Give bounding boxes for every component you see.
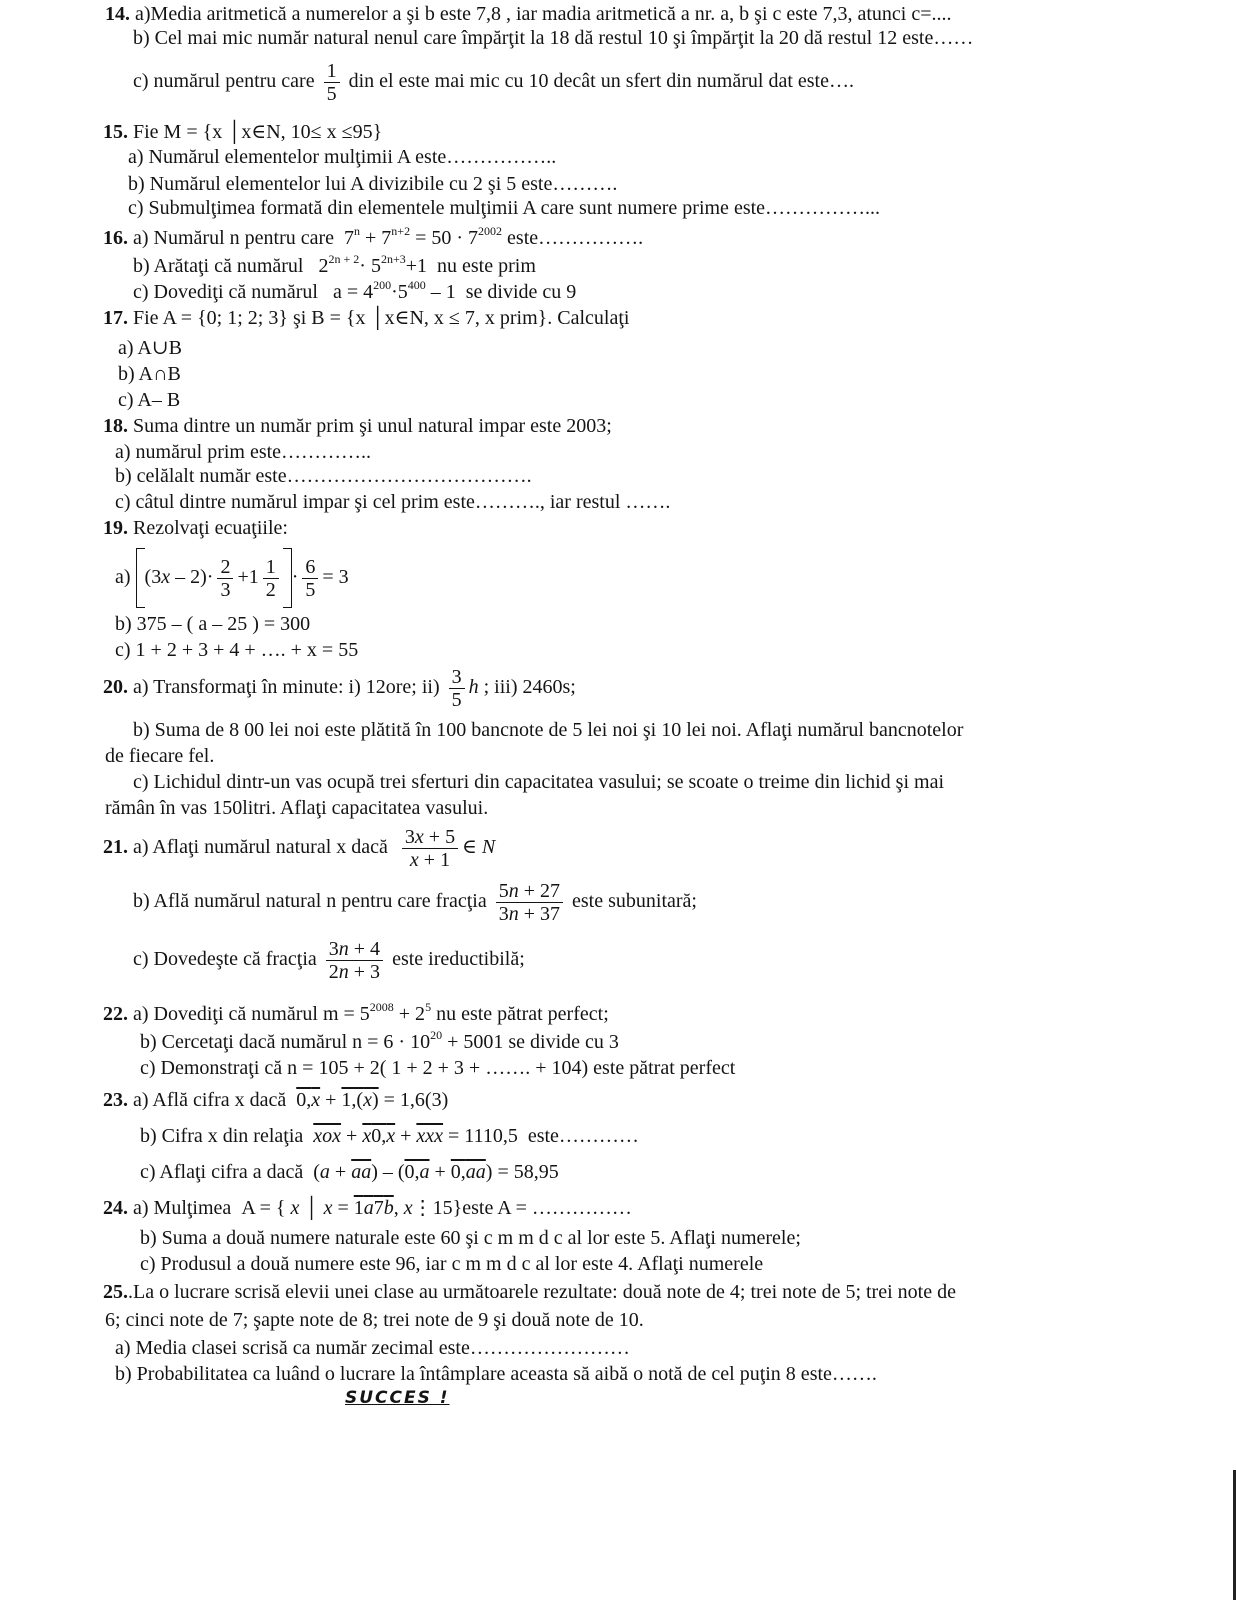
problem-21c: c) Dovedeşte că fracţia $\frac{3n + 4}{2n + 3}$ este ireductibilă;: [133, 938, 525, 983]
problem-15c: c) Submulţimea formată din elementele mulţimii A care sunt numere prime este……………...: [128, 197, 881, 219]
problem-24a: 24. a) Mulţimea A = { x │ x = 1a7b, x⋮15}este A = ……………: [103, 1197, 632, 1219]
math-expression: $(a + \overline{aa}) - (0,a + 0,aa) = 58,95$: [313, 1161, 559, 1183]
problem-14a: 14. a)Media aritmetică a numerelor a şi b este 7,8 , iar madia aritmetică a nr. a, b şi c este 7,3, atunci c=....: [105, 3, 952, 25]
problem-19b: b) 375 – ( a – 25 ) = 300: [115, 613, 311, 635]
fraction: $\frac{6}{5}$: [302, 556, 318, 601]
problem-17-head: 17. Fie A = {0; 1; 2; 3} şi B = {x │x∈N, x ≤ 7, x prim}. Calculaţi: [103, 307, 630, 329]
problem-17a: a) A∪B: [118, 337, 182, 359]
problem-24c: c) Produsul a două numere este 96, iar c m m d c al lor este 4. Aflaţi numerele: [140, 1253, 764, 1275]
fraction: $\frac{5n + 27}{3n + 37}$: [496, 880, 563, 925]
problem-number: 14.: [105, 3, 130, 25]
math-expression: A = { x │ x = 1a7b, x⋮15: [241, 1197, 453, 1219]
problem-22c: c) Demonstraţi că n = 105 + 2( 1 + 2 + 3 + ……. + 104) este pătrat perfect: [140, 1057, 736, 1079]
problem-19c: c) 1 + 2 + 3 + 4 + …. + x = 55: [115, 639, 359, 661]
problem-25-head: 25..La o lucrare scrisă elevii unei clase au următoarele rezultate: două note de 4; trei note de 5; trei note de: [103, 1281, 956, 1303]
fraction: $\frac{1}{5}$: [324, 60, 340, 105]
problem-14c: c) numărul pentru care $\frac{1}{5}$ din el este mai mic cu 10 decât un sfert din numărul dat este….: [133, 60, 854, 105]
problem-17b: b) A∩B: [118, 363, 181, 385]
left-bracket: [136, 548, 145, 608]
problem-18a: a) numărul prim este…………..: [115, 441, 372, 463]
problem-18c: c) câtul dintre numărul impar şi cel prim este………., iar restul …….: [115, 491, 671, 513]
problem-23a: 23. a) Află cifra x dacă 0,x + 1,(x) = 1,6(3): [103, 1089, 449, 1111]
problem-18b: b) celălalt număr este……………………………….: [115, 465, 532, 487]
math-expression: $m = 5^{2008} + 2^5$: [322, 1000, 432, 1025]
problem-23b: b) Cifra x din relaţia $\overline{xox} + x0,x + \overline{xxx} = 1110,5$ este…………: [140, 1125, 639, 1147]
problem-20b-line1: b) Suma de 8 00 lei noi este plătită în 100 bancnote de 5 lei noi şi 10 lei noi. Aflaţi numărul bancnotelor: [133, 719, 964, 741]
problem-14b: b) Cel mai mic număr natural nenul care împărţit la 18 dă restul 10 şi împărţit la 20 dă restul 12 este……: [133, 27, 974, 49]
problem-20c-line1: c) Lichidul dintr-un vas ocupă trei sferturi din capacitatea vasului; se scoate o treime din lichid şi mai: [133, 771, 944, 793]
math-expression: $7^n + 7^{n+2} = 50 \cdot 7^{2002}$: [344, 224, 503, 249]
problem-22a: 22. a) Dovediţi că numărul $m = 5^{2008} + 2^5$ nu este pătrat perfect;: [103, 1000, 609, 1025]
problem-18-head: 18. Suma dintre un număr prim şi unul natural impar este 2003;: [103, 415, 612, 437]
fraction: $\frac{3n + 4}{2n + 3}$: [326, 938, 383, 983]
math-expression: 0,x + 1,(x) = 1,6(3): [296, 1089, 449, 1111]
problem-25-head-line2: 6; cinci note de 7; şapte note de 8; trei note de 9 şi două note de 10.: [105, 1309, 644, 1331]
problem-20c-line2: rămân în vas 150litri. Aflaţi capacitatea vasului.: [105, 797, 489, 819]
fraction: $\frac{2}{3}$: [217, 556, 233, 601]
problem-20b-line2: de fiecare fel.: [105, 745, 215, 767]
problem-15a: a) Numărul elementelor mulţimii A este……………..: [128, 146, 557, 168]
problem-25a: a) Media clasei scrisă ca număr zecimal este……………………: [115, 1337, 630, 1359]
math-expression: $n = 6 \cdot 10^{20} + 5001$: [352, 1028, 504, 1053]
problem-23c: c) Aflaţi cifra a dacă $(a + \overline{aa}) - (0,a + 0,aa) = 58,95$: [140, 1161, 559, 1183]
problem-17c: c) A– B: [118, 389, 181, 411]
problem-19a: a) (3x – 2)· $\frac{2}{3}$ +1 $\frac{1}{2}$ · $\frac{6}{5}$ = 3: [115, 548, 349, 608]
problem-21a: 21. a) Aflaţi numărul natural x dacă $\frac{3x + 5}{x + 1}$ ∈ N: [103, 826, 496, 871]
problem-15-head: 15. Fie M = {x │x∈N, 10≤ x ≤95}: [103, 121, 383, 143]
math-expression: $a = 4^{200}\cdot 5^{400} - 1$: [332, 278, 456, 303]
problem-16b: b) Arătaţi că numărul $2^{2n + 2}\cdot 5^{2n+3}+1$ nu este prim: [133, 252, 536, 277]
footer-succes: SUCCES !: [345, 1388, 450, 1408]
problem-24b: b) Suma a două numere naturale este 60 şi c m m d c al lor este 5. Aflaţi numerele;: [140, 1227, 801, 1249]
problem-16a: 16. a) Numărul n pentru care $7^n + 7^{n+2} = 50 \cdot 7^{2002}$ este…………….: [103, 224, 644, 249]
math-expression: $\overline{xox} + x0,x + \overline{xxx} = 1110,5$: [313, 1125, 518, 1147]
fraction: $\frac{3x + 5}{x + 1}$: [402, 826, 458, 871]
right-bracket: [283, 548, 292, 608]
math-expression: $2^{2n + 2}\cdot 5^{2n+3}+1$: [318, 252, 428, 277]
fraction: $\frac{3}{5}$: [449, 666, 465, 711]
problem-15b: b) Numărul elementelor lui A divizibile cu 2 şi 5 este……….: [128, 173, 618, 195]
problem-20a: 20. a) Transformaţi în minute: i) 12ore; ii) $\frac{3}{5}$ h ; iii) 2460s;: [103, 666, 576, 711]
fraction: $\frac{1}{2}$: [263, 556, 279, 601]
problem-21b: b) Află numărul natural n pentru care fracţia $\frac{5n + 27}{3n + 37}$ este subunitară;: [133, 880, 697, 925]
problem-25b: b) Probabilitatea ca luând o lucrare la întâmplare aceasta să aibă o notă de cel puţin 8 este…….: [115, 1363, 877, 1385]
problem-16c: c) Dovediţi că numărul $a = 4^{200}\cdot 5^{400} - 1$ se divide cu 9: [133, 278, 577, 303]
problem-22b: b) Cercetaţi dacă numărul $n = 6 \cdot 10^{20} + 5001$ se divide cu 3: [140, 1028, 619, 1053]
problem-19-head: 19. Rezolvaţi ecuaţiile:: [103, 517, 288, 539]
